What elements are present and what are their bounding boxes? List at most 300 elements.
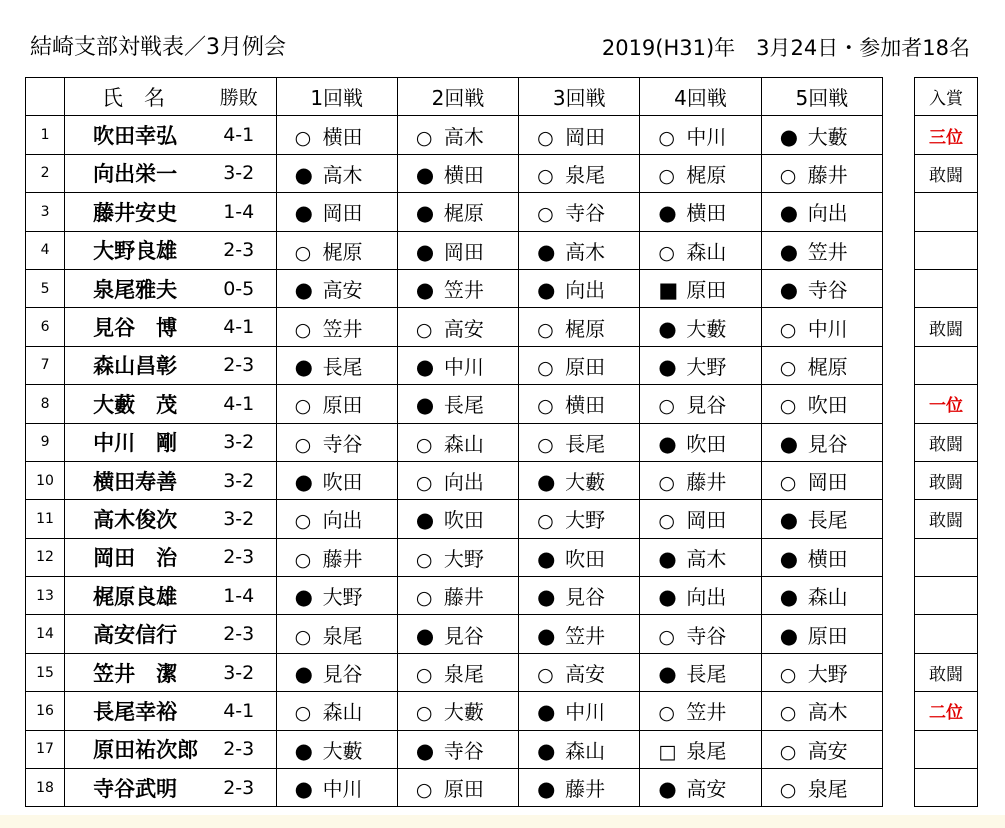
round-1-result <box>276 653 397 691</box>
result-mark: ○ <box>658 510 675 533</box>
opponent-name: 向出 <box>807 201 848 226</box>
result-mark: ● <box>779 623 799 648</box>
result-mark: ● <box>658 316 677 341</box>
result-mark: ● <box>537 738 556 763</box>
result-mark: ○ <box>537 203 554 226</box>
opponent-name: 笠井 <box>322 316 363 341</box>
result-mark: □ <box>658 740 677 763</box>
player-award: 敢闘 <box>915 500 978 538</box>
player-record: 2-3 <box>202 231 276 269</box>
header-round-5: 5回戦 <box>761 78 882 116</box>
player-row <box>26 692 883 730</box>
player-number: 14 <box>26 615 65 653</box>
opponent-name: 高安 <box>322 278 363 303</box>
round-5-result <box>761 730 882 768</box>
result-mark: ● <box>294 738 313 763</box>
opponent-name: 大藪 <box>322 738 363 763</box>
player-number: 15 <box>26 653 65 691</box>
player-award <box>915 269 978 307</box>
award-row <box>915 538 978 576</box>
award-table <box>914 77 978 807</box>
player-record: 3-2 <box>202 154 276 192</box>
opponent-name: 高安 <box>565 662 606 687</box>
result-mark: ○ <box>658 472 675 495</box>
opponent-name: 笠井 <box>443 278 484 303</box>
opponent-name: 藤井 <box>686 470 727 495</box>
opponent-name: 岡田 <box>565 124 606 149</box>
round-5-result <box>761 423 882 461</box>
player-award: 敢闘 <box>915 308 978 346</box>
result-mark: ● <box>415 278 435 303</box>
round-1-result <box>276 615 397 653</box>
player-row <box>26 346 883 384</box>
opponent-name: 長尾 <box>443 393 484 418</box>
player-award <box>915 769 978 807</box>
round-5-result <box>761 308 882 346</box>
opponent-name: 寺谷 <box>443 738 484 763</box>
header-number <box>26 78 65 116</box>
opponent-name: 梶原 <box>322 239 363 264</box>
round-5-result <box>761 193 882 231</box>
result-mark: ○ <box>415 318 433 341</box>
round-3-result <box>519 385 640 423</box>
player-name: 高安信行 <box>65 615 202 653</box>
header-round-1: 1回戦 <box>276 78 397 116</box>
player-award <box>915 231 978 269</box>
opponent-name: 長尾 <box>322 354 363 379</box>
opponent-name: 吹田 <box>322 470 363 495</box>
result-mark: ● <box>537 470 556 495</box>
opponent-name: 吹田 <box>443 508 484 533</box>
player-row <box>26 769 883 807</box>
result-mark: ○ <box>537 318 554 341</box>
player-number: 13 <box>26 577 65 615</box>
award-row <box>915 269 978 307</box>
round-2-result <box>397 385 518 423</box>
player-row <box>26 538 883 576</box>
result-mark: ● <box>294 162 313 187</box>
player-award <box>915 346 978 384</box>
round-4-result <box>640 346 761 384</box>
opponent-name: 横田 <box>322 124 363 149</box>
opponent-name: 泉尾 <box>807 777 848 802</box>
player-record: 2-3 <box>202 615 276 653</box>
result-mark: ● <box>415 201 435 226</box>
award-row <box>915 692 978 730</box>
award-row <box>915 231 978 269</box>
round-1-result <box>276 385 397 423</box>
player-record: 2-3 <box>202 346 276 384</box>
player-name: 森山昌彰 <box>65 346 202 384</box>
opponent-name: 大藪 <box>443 700 484 725</box>
round-2-result <box>397 308 518 346</box>
opponent-name: 横田 <box>686 201 727 226</box>
player-record: 3-2 <box>202 653 276 691</box>
opponent-name: 寺谷 <box>322 431 363 456</box>
round-4-result <box>640 308 761 346</box>
opponent-name: 泉尾 <box>565 162 606 187</box>
player-record: 4-1 <box>202 116 276 154</box>
player-record: 4-1 <box>202 308 276 346</box>
round-1-result <box>276 769 397 807</box>
player-name: 中川 剛 <box>65 423 202 461</box>
opponent-name: 中川 <box>565 700 606 725</box>
round-3-result <box>519 577 640 615</box>
award-row <box>915 193 978 231</box>
player-number: 12 <box>26 538 65 576</box>
round-2-result <box>397 769 518 807</box>
result-mark: ● <box>658 585 677 610</box>
result-mark: ○ <box>779 318 797 341</box>
result-mark: ● <box>294 470 313 495</box>
opponent-name: 見谷 <box>565 585 606 610</box>
player-number: 4 <box>26 231 65 269</box>
round-1-result <box>276 193 397 231</box>
player-name: 藤井安史 <box>65 193 202 231</box>
round-1-result <box>276 730 397 768</box>
result-mark: ● <box>779 431 799 456</box>
opponent-name: 中川 <box>443 354 484 379</box>
round-1-result <box>276 500 397 538</box>
result-mark: ● <box>779 585 799 610</box>
round-3-result <box>519 538 640 576</box>
round-2-result <box>397 577 518 615</box>
opponent-name: 高安 <box>443 316 484 341</box>
result-mark: ● <box>779 508 799 533</box>
opponent-name: 長尾 <box>807 508 848 533</box>
header-row <box>26 78 883 116</box>
round-3-result <box>519 423 640 461</box>
player-row <box>26 385 883 423</box>
player-name: 向出栄一 <box>65 154 202 192</box>
result-mark: ○ <box>294 126 312 149</box>
result-mark: ○ <box>658 702 675 725</box>
result-mark: ○ <box>415 126 433 149</box>
player-number: 16 <box>26 692 65 730</box>
round-5-result <box>761 769 882 807</box>
opponent-name: 中川 <box>686 124 727 149</box>
player-record: 2-3 <box>202 730 276 768</box>
result-mark: ○ <box>658 395 675 418</box>
player-name: 寺谷武明 <box>65 769 202 807</box>
result-mark: ● <box>537 585 556 610</box>
player-row <box>26 730 883 768</box>
round-2-result <box>397 346 518 384</box>
round-5-result <box>761 346 882 384</box>
result-mark: ● <box>658 201 677 226</box>
player-award: 敢闘 <box>915 423 978 461</box>
result-mark: ● <box>415 393 435 418</box>
round-5-result <box>761 385 882 423</box>
result-mark: ● <box>415 162 435 187</box>
result-mark: ○ <box>779 664 797 687</box>
result-mark: ● <box>415 239 435 264</box>
player-row <box>26 653 883 691</box>
player-name: 横田寿善 <box>65 461 202 499</box>
opponent-name: 寺谷 <box>565 201 606 226</box>
result-mark: ○ <box>537 395 554 418</box>
player-name: 大野良雄 <box>65 231 202 269</box>
opponent-name: 見谷 <box>322 662 363 687</box>
opponent-name: 高木 <box>686 546 727 571</box>
round-3-result <box>519 269 640 307</box>
player-name: 笠井 潔 <box>65 653 202 691</box>
award-row <box>915 116 978 154</box>
round-5-result <box>761 538 882 576</box>
round-3-result <box>519 500 640 538</box>
player-number: 6 <box>26 308 65 346</box>
opponent-name: 泉尾 <box>686 738 727 763</box>
opponent-name: 笠井 <box>565 623 606 648</box>
result-mark: ○ <box>415 779 433 802</box>
opponent-name: 梶原 <box>443 201 484 226</box>
result-mark: ■ <box>658 278 679 303</box>
round-4-result <box>640 577 761 615</box>
result-mark: ○ <box>294 625 312 648</box>
result-mark: ● <box>537 278 556 303</box>
opponent-name: 中川 <box>322 777 363 802</box>
result-mark: ○ <box>415 702 433 725</box>
player-name: 岡田 治 <box>65 538 202 576</box>
player-row <box>26 423 883 461</box>
opponent-name: 原田 <box>807 623 848 648</box>
player-name: 吹田幸弘 <box>65 116 202 154</box>
award-row <box>915 461 978 499</box>
round-3-result <box>519 231 640 269</box>
opponent-name: 大野 <box>686 354 727 379</box>
round-3-result <box>519 461 640 499</box>
round-4-result <box>640 730 761 768</box>
player-name: 大藪 茂 <box>65 385 202 423</box>
round-4-result <box>640 231 761 269</box>
round-1-result <box>276 423 397 461</box>
player-row <box>26 231 883 269</box>
round-4-result <box>640 500 761 538</box>
opponent-name: 寺谷 <box>807 278 848 303</box>
results-table <box>25 77 883 807</box>
round-5-result <box>761 692 882 730</box>
opponent-name: 見谷 <box>443 623 484 648</box>
header-record: 勝敗 <box>202 78 276 116</box>
result-mark: ○ <box>779 395 797 418</box>
opponent-name: 長尾 <box>686 662 727 687</box>
result-mark: ● <box>537 777 556 802</box>
opponent-name: 横田 <box>443 162 484 187</box>
opponent-name: 岡田 <box>322 201 363 226</box>
result-mark: ○ <box>658 625 675 648</box>
opponent-name: 笠井 <box>807 239 848 264</box>
round-2-result <box>397 730 518 768</box>
opponent-name: 大野 <box>443 546 484 571</box>
player-record: 0-5 <box>202 269 276 307</box>
result-mark: ○ <box>779 740 797 763</box>
player-row <box>26 500 883 538</box>
player-award <box>915 615 978 653</box>
player-award <box>915 538 978 576</box>
opponent-name: 森山 <box>565 738 606 763</box>
player-number: 2 <box>26 154 65 192</box>
header-name: 氏 名 <box>65 78 202 116</box>
player-row <box>26 269 883 307</box>
award-row <box>915 615 978 653</box>
round-2-result <box>397 538 518 576</box>
round-2-result <box>397 116 518 154</box>
result-mark: ● <box>294 585 313 610</box>
result-mark: ● <box>537 546 556 571</box>
player-number: 5 <box>26 269 65 307</box>
result-mark: ○ <box>537 664 554 687</box>
opponent-name: 大野 <box>565 508 606 533</box>
opponent-name: 藤井 <box>322 546 363 571</box>
round-4-result <box>640 269 761 307</box>
round-3-result <box>519 730 640 768</box>
round-3-result <box>519 615 640 653</box>
result-mark: ○ <box>779 779 797 802</box>
award-row <box>915 769 978 807</box>
round-5-result <box>761 116 882 154</box>
result-mark: ○ <box>658 241 675 264</box>
result-mark: ○ <box>537 433 554 456</box>
player-award: 敢闘 <box>915 653 978 691</box>
round-3-result <box>519 308 640 346</box>
opponent-name: 藤井 <box>443 585 484 610</box>
round-4-result <box>640 538 761 576</box>
opponent-name: 岡田 <box>686 508 727 533</box>
round-4-result <box>640 615 761 653</box>
result-mark: ○ <box>415 548 433 571</box>
player-name: 見谷 博 <box>65 308 202 346</box>
round-3-result <box>519 193 640 231</box>
round-2-result <box>397 615 518 653</box>
opponent-name: 森山 <box>807 585 848 610</box>
round-3-result <box>519 154 640 192</box>
round-4-result <box>640 769 761 807</box>
player-record: 1-4 <box>202 577 276 615</box>
result-mark: ○ <box>294 548 312 571</box>
opponent-name: 寺谷 <box>686 623 727 648</box>
player-award <box>915 730 978 768</box>
result-mark: ○ <box>537 126 554 149</box>
opponent-name: 森山 <box>322 700 363 725</box>
opponent-name: 梶原 <box>686 162 727 187</box>
round-3-result <box>519 653 640 691</box>
round-1-result <box>276 577 397 615</box>
player-record: 1-4 <box>202 193 276 231</box>
player-name: 泉尾雅夫 <box>65 269 202 307</box>
round-2-result <box>397 269 518 307</box>
player-number: 3 <box>26 193 65 231</box>
opponent-name: 吹田 <box>565 546 606 571</box>
player-row <box>26 154 883 192</box>
result-mark: ○ <box>415 433 433 456</box>
result-mark: ● <box>779 124 799 149</box>
result-mark: ● <box>415 738 435 763</box>
opponent-name: 岡田 <box>807 470 848 495</box>
round-1-result <box>276 154 397 192</box>
opponent-name: 原田 <box>686 278 727 303</box>
round-2-result <box>397 423 518 461</box>
award-row <box>915 577 978 615</box>
player-number: 1 <box>26 116 65 154</box>
player-record: 4-1 <box>202 385 276 423</box>
round-1-result <box>276 116 397 154</box>
opponent-name: 吹田 <box>807 393 848 418</box>
player-award: 三位 <box>915 116 978 154</box>
opponent-name: 横田 <box>807 546 848 571</box>
award-row <box>915 346 978 384</box>
result-mark: ● <box>294 201 313 226</box>
result-mark: ○ <box>294 510 312 533</box>
opponent-name: 高木 <box>443 124 484 149</box>
player-row <box>26 193 883 231</box>
result-mark: ● <box>415 508 435 533</box>
result-mark: ● <box>294 354 313 379</box>
opponent-name: 大藪 <box>565 470 606 495</box>
opponent-name: 岡田 <box>443 239 484 264</box>
opponent-name: 森山 <box>686 239 727 264</box>
round-2-result <box>397 193 518 231</box>
opponent-name: 大野 <box>322 585 363 610</box>
result-mark: ● <box>415 354 435 379</box>
opponent-name: 見谷 <box>686 393 727 418</box>
opponent-name: 梶原 <box>807 354 848 379</box>
round-4-result <box>640 385 761 423</box>
award-row <box>915 423 978 461</box>
result-mark: ○ <box>294 702 312 725</box>
round-4-result <box>640 116 761 154</box>
result-mark: ○ <box>415 664 433 687</box>
opponent-name: 横田 <box>565 393 606 418</box>
opponent-name: 中川 <box>807 316 848 341</box>
result-mark: ○ <box>537 164 554 187</box>
event-info: 2019(H31)年 3月24日・参加者18名 <box>601 36 970 60</box>
result-mark: ○ <box>294 318 312 341</box>
result-mark: ○ <box>658 126 675 149</box>
opponent-name: 向出 <box>565 278 606 303</box>
player-row <box>26 615 883 653</box>
round-2-result <box>397 500 518 538</box>
opponent-name: 泉尾 <box>443 662 484 687</box>
result-mark: ● <box>658 546 677 571</box>
round-4-result <box>640 154 761 192</box>
result-mark: ● <box>294 777 313 802</box>
result-mark: ● <box>658 662 677 687</box>
round-5-result <box>761 154 882 192</box>
opponent-name: 原田 <box>322 393 363 418</box>
player-number: 17 <box>26 730 65 768</box>
player-award: 敢闘 <box>915 154 978 192</box>
result-mark: ● <box>779 239 799 264</box>
player-name: 長尾幸裕 <box>65 692 202 730</box>
player-row <box>26 116 883 154</box>
player-record: 3-2 <box>202 461 276 499</box>
result-mark: ● <box>658 354 677 379</box>
result-mark: ○ <box>294 433 312 456</box>
result-mark: ● <box>779 546 799 571</box>
player-record: 2-3 <box>202 538 276 576</box>
result-mark: ● <box>294 278 313 303</box>
opponent-name: 大藪 <box>686 316 727 341</box>
player-name: 原田祐次郎 <box>65 730 202 768</box>
round-4-result <box>640 461 761 499</box>
player-name: 梶原良雄 <box>65 577 202 615</box>
header-award: 入賞 <box>915 78 978 116</box>
result-mark: ○ <box>537 510 554 533</box>
player-row <box>26 461 883 499</box>
player-number: 10 <box>26 461 65 499</box>
round-4-result <box>640 423 761 461</box>
result-mark: ● <box>658 777 677 802</box>
